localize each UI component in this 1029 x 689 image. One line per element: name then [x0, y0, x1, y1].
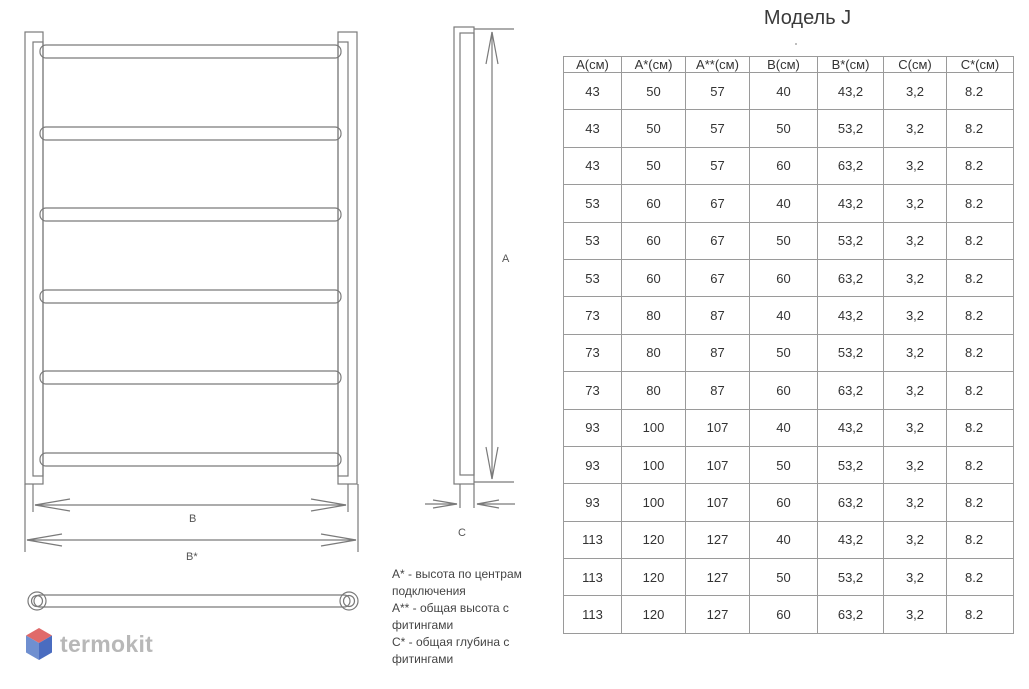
- cell-a: 43: [564, 110, 622, 147]
- cell-a: 73: [564, 334, 622, 371]
- cell-c: 3,2: [884, 334, 947, 371]
- cell-c-star: 8.2: [947, 297, 1014, 334]
- cell-b: 40: [750, 185, 818, 222]
- table-row: [564, 521, 1014, 558]
- table-row: [564, 596, 1014, 634]
- table-row: [564, 110, 1014, 147]
- termokit-logo: [24, 626, 153, 662]
- dimensions-table: [563, 56, 1014, 634]
- cell-a-star: 100: [622, 484, 686, 521]
- cell-b: 40: [750, 521, 818, 558]
- cell-c-star: 8.2: [947, 484, 1014, 521]
- cell-c-star: 8.2: [947, 73, 1014, 110]
- header-a-star: A*(см): [622, 57, 686, 73]
- cell-a-double-star: 107: [686, 484, 750, 521]
- cell-c: 3,2: [884, 185, 947, 222]
- legend-line: C* - общая глубина с: [392, 635, 510, 649]
- cell-b: 50: [750, 559, 818, 596]
- cell-b-star: 63,2: [818, 259, 884, 296]
- cell-c: 3,2: [884, 521, 947, 558]
- cell-c: 3,2: [884, 259, 947, 296]
- cell-a-double-star: 67: [686, 185, 750, 222]
- label-a: A: [502, 253, 510, 265]
- table-row: [564, 446, 1014, 483]
- cell-c-star: 8.2: [947, 409, 1014, 446]
- cell-a: 53: [564, 222, 622, 259]
- cell-a-double-star: 67: [686, 222, 750, 259]
- cell-a-star: 60: [622, 222, 686, 259]
- cell-c-star: 8.2: [947, 185, 1014, 222]
- table-row: [564, 297, 1014, 334]
- cell-c-star: 8.2: [947, 110, 1014, 147]
- cell-c-star: 8.2: [947, 222, 1014, 259]
- cell-b-star: 43,2: [818, 185, 884, 222]
- cell-c-star: 8.2: [947, 596, 1014, 634]
- cell-a-star: 120: [622, 596, 686, 634]
- model-title: Модель J: [763, 7, 852, 29]
- cell-a-star: 100: [622, 409, 686, 446]
- cell-b-star: 53,2: [818, 334, 884, 371]
- cell-a-double-star: 87: [686, 372, 750, 409]
- cell-b: 50: [750, 334, 818, 371]
- cell-c-star: 8.2: [947, 559, 1014, 596]
- table-row: [564, 372, 1014, 409]
- legend-line: фитингами: [392, 652, 454, 666]
- legend-line: подключения: [392, 584, 466, 598]
- table-header-row: [564, 57, 1014, 73]
- cell-a-star: 120: [622, 559, 686, 596]
- cell-c: 3,2: [884, 110, 947, 147]
- cell-a-double-star: 57: [686, 110, 750, 147]
- cell-a: 113: [564, 521, 622, 558]
- cell-a-double-star: 87: [686, 334, 750, 371]
- cell-a-star: 80: [622, 334, 686, 371]
- cell-a-star: 60: [622, 185, 686, 222]
- cell-a-star: 50: [622, 110, 686, 147]
- table-row: [564, 409, 1014, 446]
- cell-b-star: 63,2: [818, 372, 884, 409]
- cell-a: 93: [564, 484, 622, 521]
- cell-b-star: 53,2: [818, 446, 884, 483]
- cell-c: 3,2: [884, 596, 947, 634]
- side-view: [454, 27, 474, 508]
- cell-a: 43: [564, 73, 622, 110]
- cell-b-star: 63,2: [818, 147, 884, 184]
- header-a: A(см): [564, 57, 622, 73]
- header-c-star: C*(см): [947, 57, 1014, 73]
- cell-c: 3,2: [884, 372, 947, 409]
- legend-line: фитингами: [392, 618, 454, 632]
- cell-a-star: 120: [622, 521, 686, 558]
- cell-b: 40: [750, 297, 818, 334]
- header-a-double-star: A**(см): [686, 57, 750, 73]
- cell-a-star: 50: [622, 147, 686, 184]
- cell-c: 3,2: [884, 147, 947, 184]
- cell-b: 60: [750, 259, 818, 296]
- cell-a: 113: [564, 559, 622, 596]
- cell-b-star: 43,2: [818, 297, 884, 334]
- cell-a: 53: [564, 185, 622, 222]
- table-row: [564, 259, 1014, 296]
- cell-b: 50: [750, 110, 818, 147]
- cell-a-star: 80: [622, 372, 686, 409]
- header-c: C(см): [884, 57, 947, 73]
- cell-b: 50: [750, 446, 818, 483]
- cell-a-double-star: 107: [686, 446, 750, 483]
- dimension-c: [425, 500, 515, 508]
- cell-b: 60: [750, 484, 818, 521]
- cell-b-star: 53,2: [818, 559, 884, 596]
- cell-a-double-star: 67: [686, 259, 750, 296]
- cell-a: 93: [564, 409, 622, 446]
- cell-c-star: 8.2: [947, 259, 1014, 296]
- label-b-star: B*: [186, 551, 198, 563]
- right-post: [338, 32, 357, 484]
- cell-a-double-star: 107: [686, 409, 750, 446]
- dimension-b: [33, 484, 348, 512]
- cell-b: 60: [750, 372, 818, 409]
- cell-c: 3,2: [884, 297, 947, 334]
- header-b: B(см): [750, 57, 818, 73]
- table-body: [564, 73, 1014, 634]
- cell-c-star: 8.2: [947, 147, 1014, 184]
- cell-c-star: 8.2: [947, 334, 1014, 371]
- table-row: [564, 222, 1014, 259]
- table-row: [564, 73, 1014, 110]
- cell-b-star: 43,2: [818, 521, 884, 558]
- cell-b-star: 43,2: [818, 73, 884, 110]
- cell-c: 3,2: [884, 73, 947, 110]
- cell-b: 50: [750, 222, 818, 259]
- cell-b-star: 53,2: [818, 222, 884, 259]
- cell-a-double-star: 57: [686, 147, 750, 184]
- cell-c-star: 8.2: [947, 521, 1014, 558]
- cell-b-star: 63,2: [818, 484, 884, 521]
- cell-c: 3,2: [884, 446, 947, 483]
- cell-a: 73: [564, 372, 622, 409]
- label-b: B: [189, 513, 197, 525]
- cell-a-double-star: 127: [686, 596, 750, 634]
- cell-b: 40: [750, 409, 818, 446]
- cell-a-double-star: 87: [686, 297, 750, 334]
- header-b-star: B*(см): [818, 57, 884, 73]
- cell-b-star: 53,2: [818, 110, 884, 147]
- cell-a-star: 100: [622, 446, 686, 483]
- logo-text: termokit: [60, 630, 154, 657]
- legend: [392, 566, 557, 668]
- table-row: [564, 484, 1014, 521]
- cell-c: 3,2: [884, 484, 947, 521]
- cell-c-star: 8.2: [947, 372, 1014, 409]
- cell-a-double-star: 127: [686, 521, 750, 558]
- table-row: [564, 559, 1014, 596]
- cell-b: 60: [750, 596, 818, 634]
- cell-a: 53: [564, 259, 622, 296]
- cell-a: 73: [564, 297, 622, 334]
- cell-a: 93: [564, 446, 622, 483]
- top-view: [28, 592, 358, 610]
- cell-b: 60: [750, 147, 818, 184]
- legend-line: A** - общая высота с: [392, 601, 509, 615]
- left-post: [25, 32, 43, 484]
- cell-b: 40: [750, 73, 818, 110]
- table-row: [564, 185, 1014, 222]
- table-row: [564, 334, 1014, 371]
- cell-c: 3,2: [884, 222, 947, 259]
- legend-line: A* - высота по центрам: [392, 567, 522, 581]
- table-row: [564, 147, 1014, 184]
- cell-b-star: 43,2: [818, 409, 884, 446]
- cell-c: 3,2: [884, 559, 947, 596]
- cell-c-star: 8.2: [947, 446, 1014, 483]
- print-speck: [795, 43, 797, 45]
- cell-a: 113: [564, 596, 622, 634]
- towel-rungs: [40, 45, 341, 466]
- cell-a-double-star: 57: [686, 73, 750, 110]
- cell-b-star: 63,2: [818, 596, 884, 634]
- label-c: C: [458, 527, 466, 539]
- cell-a: 43: [564, 147, 622, 184]
- cell-a-double-star: 127: [686, 559, 750, 596]
- cell-a-star: 80: [622, 297, 686, 334]
- cell-c: 3,2: [884, 409, 947, 446]
- cell-a-star: 60: [622, 259, 686, 296]
- cell-a-star: 50: [622, 73, 686, 110]
- cube-logo-icon: [24, 626, 54, 662]
